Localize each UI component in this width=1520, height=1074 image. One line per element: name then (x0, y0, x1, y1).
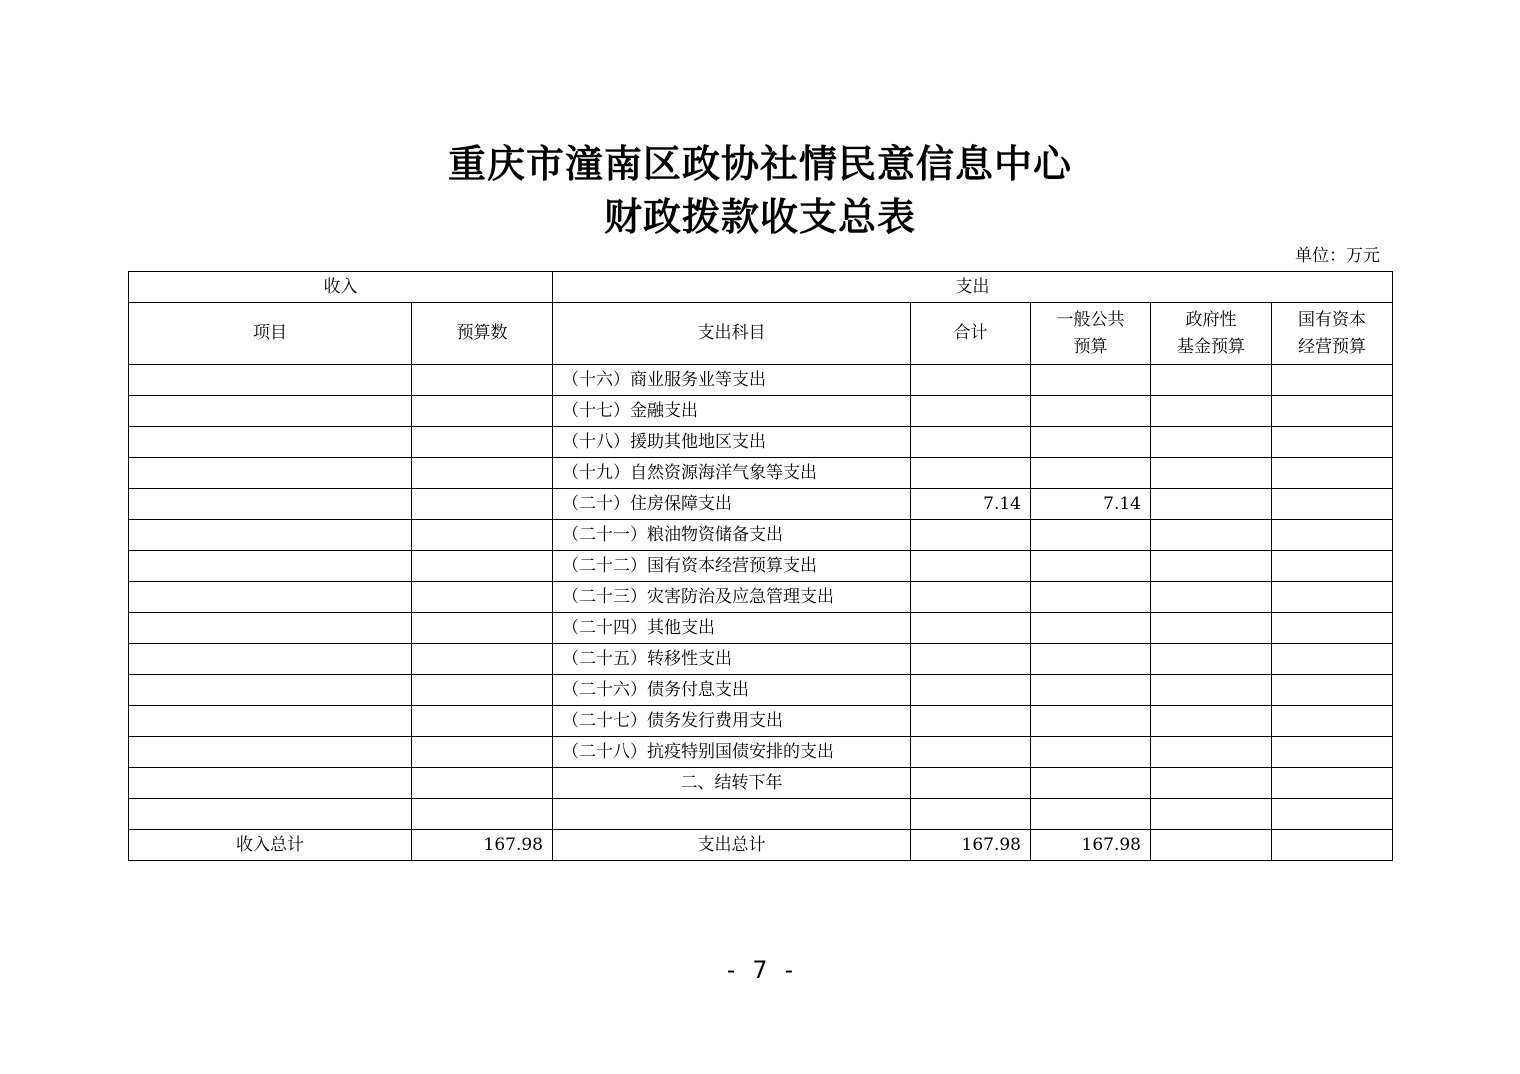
row-total (911, 458, 1031, 489)
table-row (129, 799, 1393, 830)
row-general (1031, 520, 1151, 551)
row-budget (412, 520, 553, 551)
row-item (129, 706, 412, 737)
table-row (129, 768, 1393, 799)
row-general (1031, 365, 1151, 396)
general-public-budget-header-line1: 一般公共 (1056, 309, 1125, 330)
row-fund (1151, 489, 1272, 520)
page-number: - 7 - (723, 956, 797, 984)
totals-row (129, 830, 1393, 861)
row-subject: （二十一）粮油物资储备支出 (553, 520, 911, 551)
government-fund-header-line1: 政府性 (1185, 309, 1237, 330)
row-total (911, 675, 1031, 706)
budget-table (128, 271, 1393, 861)
table-row (129, 644, 1393, 675)
row-budget (412, 582, 553, 613)
expenditure-subject-column-header: 支出科目 (553, 303, 911, 365)
row-item (129, 799, 412, 830)
row-total (911, 737, 1031, 768)
row-budget (412, 551, 553, 582)
row-budget (412, 365, 553, 396)
row-total (911, 396, 1031, 427)
general-public-budget-total: 167.98 (1031, 830, 1151, 861)
row-budget (412, 737, 553, 768)
row-subject: （二十六）债务付息支出 (553, 675, 911, 706)
row-total (911, 706, 1031, 737)
row-item (129, 613, 412, 644)
row-general (1031, 675, 1151, 706)
row-total (911, 768, 1031, 799)
row-budget (412, 706, 553, 737)
income-total-amount: 167.98 (412, 830, 553, 861)
column-header-row (129, 303, 1393, 365)
government-fund-header-line2: 基金预算 (1177, 336, 1245, 357)
row-general (1031, 396, 1151, 427)
row-item (129, 396, 412, 427)
row-capital (1272, 458, 1393, 489)
row-subject: （十八）援助其他地区支出 (553, 427, 911, 458)
row-budget (412, 675, 553, 706)
row-capital (1272, 799, 1393, 830)
row-capital (1272, 365, 1393, 396)
row-general (1031, 644, 1151, 675)
row-item (129, 675, 412, 706)
row-item (129, 365, 412, 396)
row-budget (412, 427, 553, 458)
row-capital (1272, 706, 1393, 737)
table-row (129, 551, 1393, 582)
row-budget (412, 799, 553, 830)
row-subject (553, 799, 911, 830)
item-column-header: 项目 (129, 303, 412, 365)
row-fund (1151, 768, 1272, 799)
row-budget (412, 613, 553, 644)
row-subject: （二十）住房保障支出 (553, 489, 911, 520)
row-general (1031, 551, 1151, 582)
row-subject: （二十二）国有资本经营预算支出 (553, 551, 911, 582)
table-row (129, 613, 1393, 644)
expenditure-total-label: 支出总计 (553, 830, 911, 861)
row-total (911, 582, 1031, 613)
expenditure-group-header: 支出 (553, 272, 1393, 303)
row-item (129, 768, 412, 799)
row-fund (1151, 520, 1272, 551)
row-capital (1272, 613, 1393, 644)
row-fund (1151, 458, 1272, 489)
row-general (1031, 582, 1151, 613)
row-item (129, 737, 412, 768)
table-row (129, 520, 1393, 551)
income-total-label: 收入总计 (129, 830, 412, 861)
row-total (911, 644, 1031, 675)
row-capital (1272, 675, 1393, 706)
state-capital-header-line1: 国有资本 (1298, 309, 1367, 330)
table-row (129, 458, 1393, 489)
table-row (129, 489, 1393, 520)
row-budget (412, 644, 553, 675)
row-total (911, 551, 1031, 582)
row-capital (1272, 737, 1393, 768)
row-capital (1272, 520, 1393, 551)
row-total: 7.14 (911, 489, 1031, 520)
row-general (1031, 737, 1151, 768)
row-budget (412, 458, 553, 489)
row-subject: （十六）商业服务业等支出 (553, 365, 911, 396)
row-general (1031, 706, 1151, 737)
row-fund (1151, 396, 1272, 427)
row-item (129, 427, 412, 458)
row-item (129, 582, 412, 613)
row-subject: （二十五）转移性支出 (553, 644, 911, 675)
row-capital (1272, 768, 1393, 799)
document-title-line2: 财政拨款收支总表 (603, 194, 916, 239)
row-subject: （二十四）其他支出 (553, 613, 911, 644)
row-capital (1272, 427, 1393, 458)
row-total (911, 799, 1031, 830)
table-row (129, 737, 1393, 768)
row-subject: （十七）金融支出 (553, 396, 911, 427)
table-row (129, 582, 1393, 613)
row-total (911, 427, 1031, 458)
row-item (129, 551, 412, 582)
row-fund (1151, 799, 1272, 830)
row-subject: （二十三）灾害防治及应急管理支出 (553, 582, 911, 613)
row-capital (1272, 489, 1393, 520)
row-item (129, 644, 412, 675)
row-capital (1272, 396, 1393, 427)
row-general (1031, 768, 1151, 799)
total-column-header: 合计 (911, 303, 1031, 365)
row-total (911, 365, 1031, 396)
row-item (129, 489, 412, 520)
row-total (911, 613, 1031, 644)
row-subject: （二十八）抗疫特别国债安排的支出 (553, 737, 911, 768)
table-row (129, 427, 1393, 458)
row-general: 7.14 (1031, 489, 1151, 520)
row-capital (1272, 551, 1393, 582)
table-row (129, 706, 1393, 737)
row-capital (1272, 644, 1393, 675)
row-item (129, 458, 412, 489)
row-budget (412, 768, 553, 799)
row-fund (1151, 675, 1272, 706)
table-row (129, 396, 1393, 427)
row-total (911, 520, 1031, 551)
row-capital (1272, 582, 1393, 613)
row-fund (1151, 613, 1272, 644)
general-public-budget-column-header (1031, 303, 1151, 365)
row-fund (1151, 737, 1272, 768)
budget-amount-column-header: 预算数 (412, 303, 553, 365)
row-fund (1151, 706, 1272, 737)
row-budget (412, 396, 553, 427)
row-fund (1151, 644, 1272, 675)
row-subject: 二、结转下年 (553, 768, 911, 799)
row-fund (1151, 427, 1272, 458)
row-general (1031, 799, 1151, 830)
group-header-row (129, 272, 1393, 303)
document-title-line1: 重庆市潼南区政协社情民意信息中心 (447, 141, 1072, 186)
row-subject: （二十七）债务发行费用支出 (553, 706, 911, 737)
unit-label: 单位：万元 (1295, 246, 1380, 266)
row-general (1031, 427, 1151, 458)
table-row (129, 675, 1393, 706)
row-general (1031, 458, 1151, 489)
row-budget (412, 489, 553, 520)
row-general (1031, 613, 1151, 644)
state-capital-column-header (1272, 303, 1393, 365)
government-fund-total (1151, 830, 1272, 861)
row-fund (1151, 365, 1272, 396)
row-subject: （十九）自然资源海洋气象等支出 (553, 458, 911, 489)
state-capital-total (1272, 830, 1393, 861)
state-capital-header-line2: 经营预算 (1298, 336, 1367, 357)
row-fund (1151, 551, 1272, 582)
income-group-header: 收入 (129, 272, 553, 303)
government-fund-column-header (1151, 303, 1272, 365)
row-fund (1151, 582, 1272, 613)
expenditure-total-amount: 167.98 (911, 830, 1031, 861)
table-row (129, 365, 1393, 396)
row-item (129, 520, 412, 551)
general-public-budget-header-line2: 预算 (1073, 336, 1108, 357)
